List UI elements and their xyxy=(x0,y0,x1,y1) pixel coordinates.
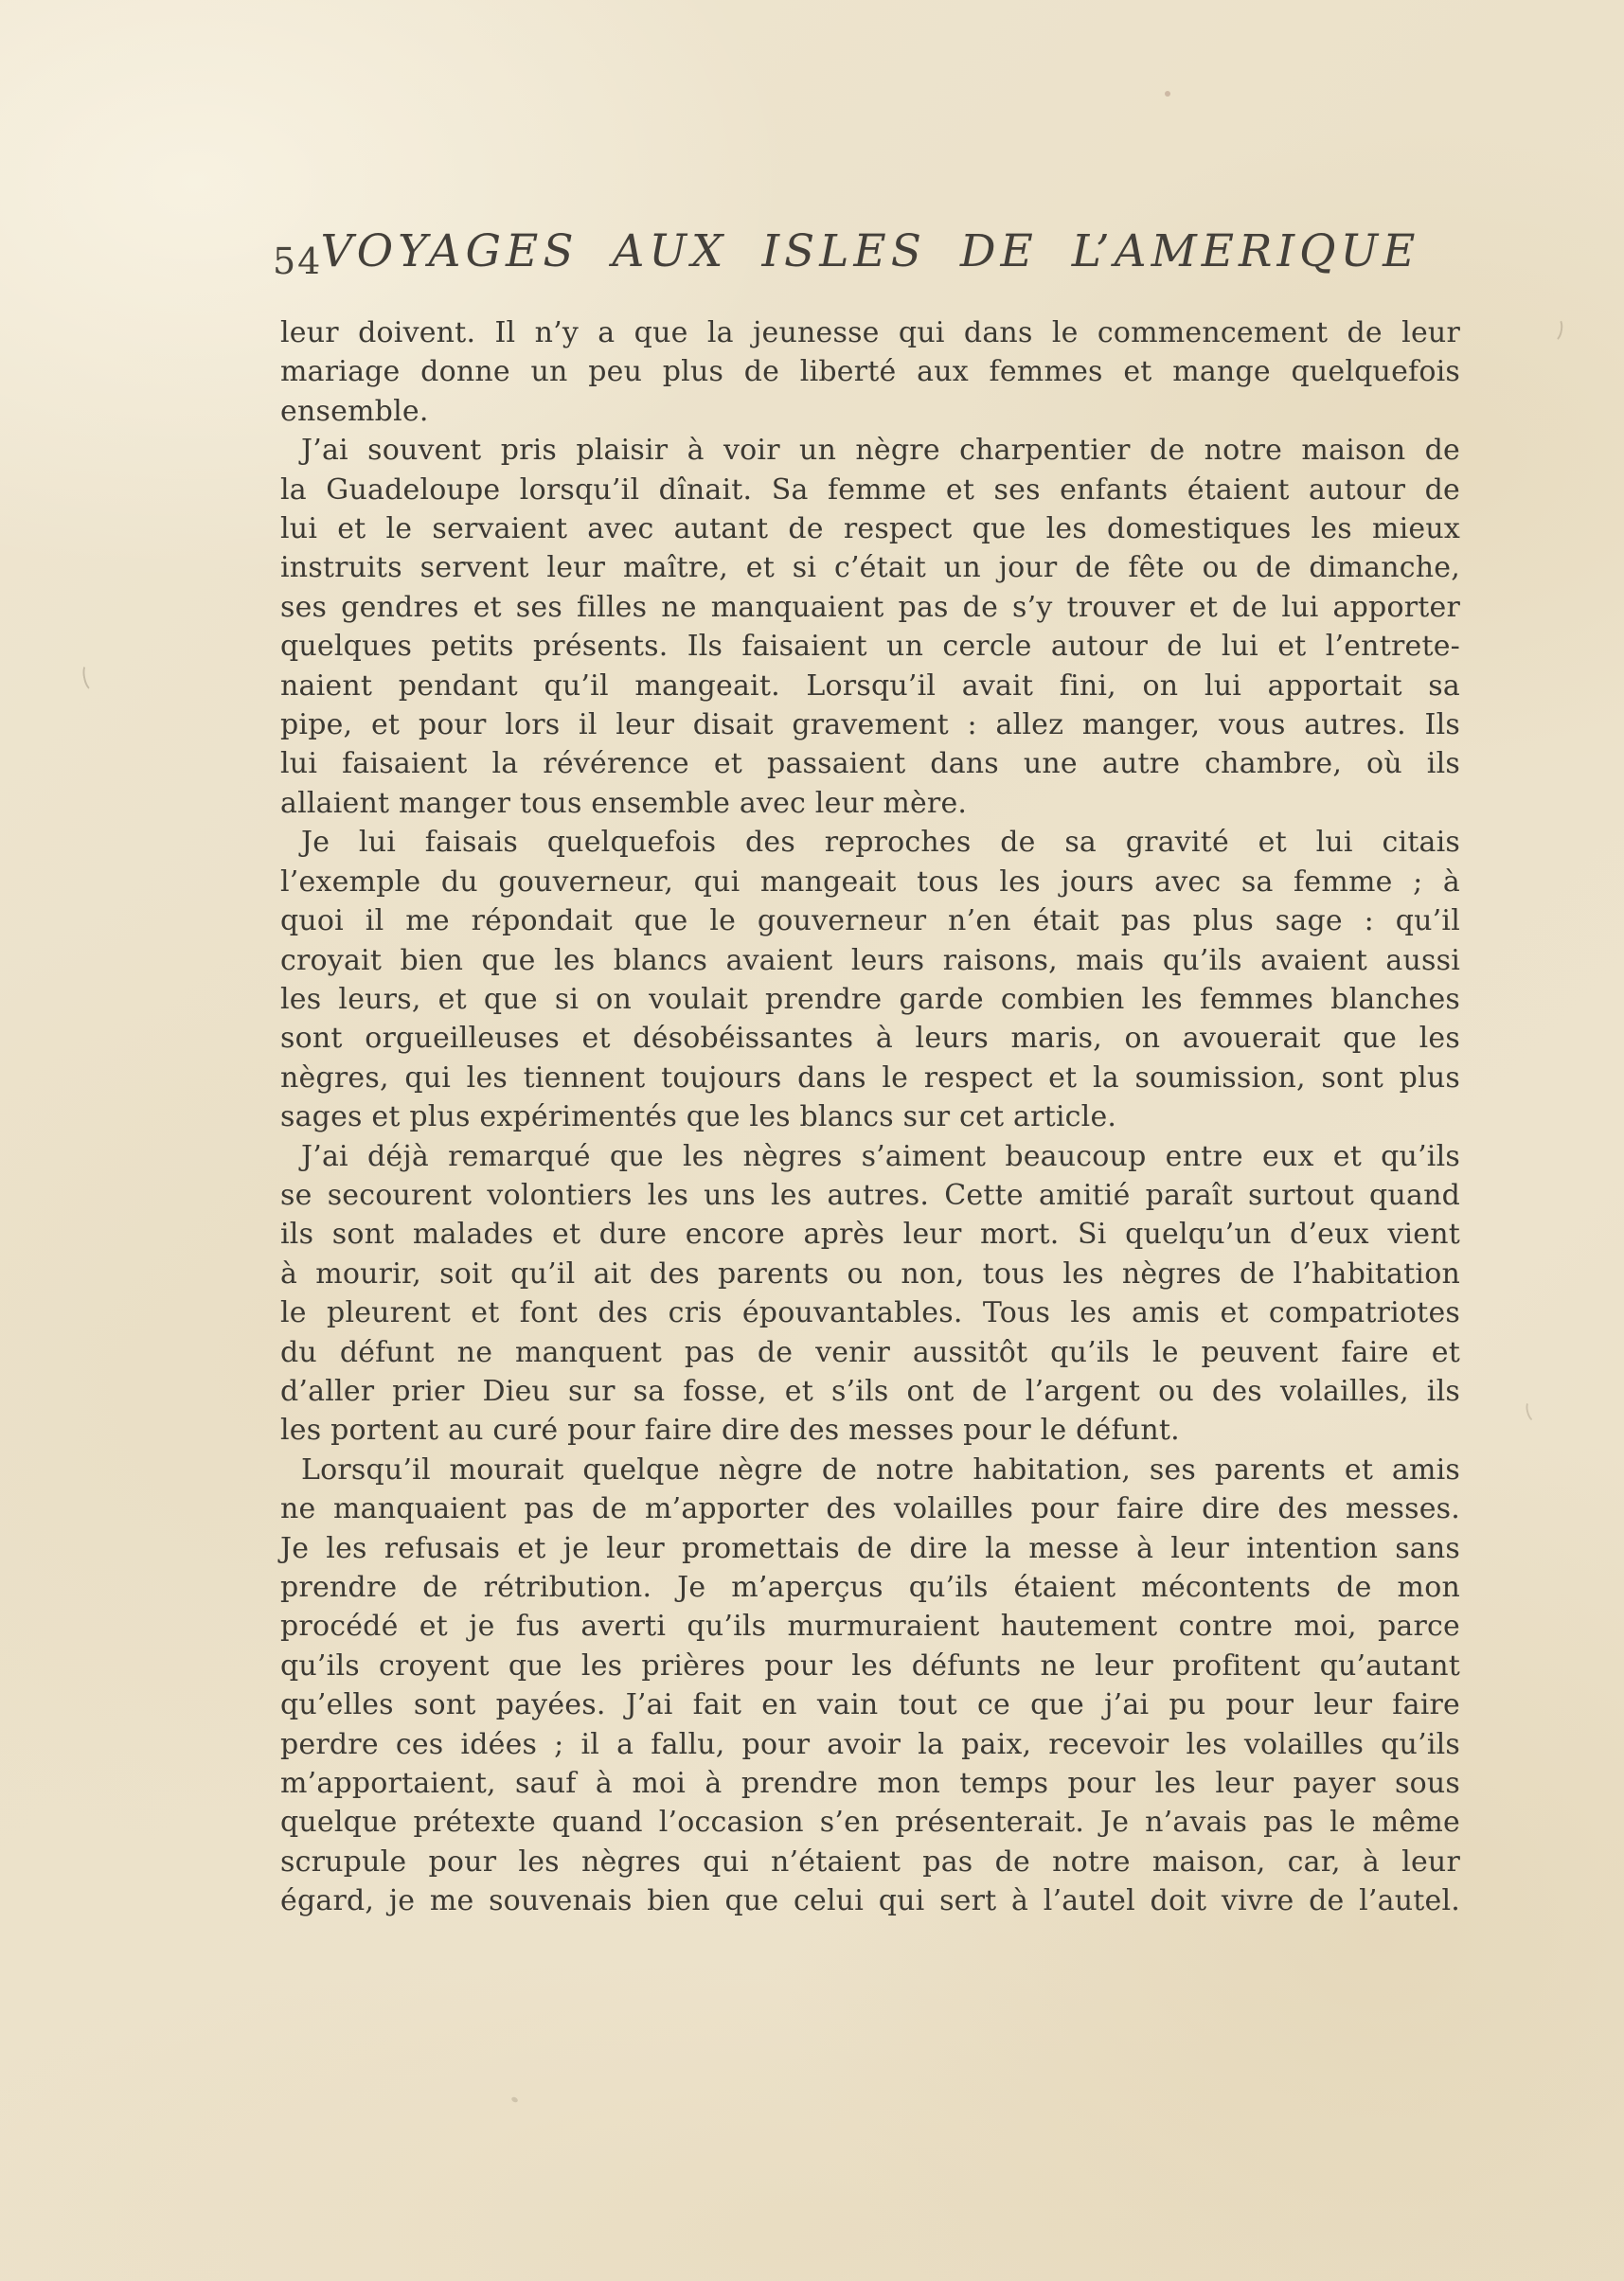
text-line: ne manquaient pas de m’apporter des volailles pour faire dire des messes. xyxy=(280,1492,1460,1526)
text-line: lui faisaient la révérence et passaient dans une autre chambre, où ils xyxy=(280,747,1460,781)
text-line: prendre de rétribution. Je m’aperçus qu’ils étaient mécontents de mon xyxy=(280,1571,1460,1604)
paragraph xyxy=(280,1137,1460,1451)
text-line: qu’ils croyent que les prières pour les défunts ne leur profitent qu’autant xyxy=(280,1648,1460,1683)
text-line: l’exemple du gouverneur, qui mangeait tous les jours avec sa femme ; à xyxy=(280,864,1460,899)
text-line: ses gendres et ses filles ne manquaient pas de s’y trouver et de lui apporter xyxy=(280,590,1460,624)
scan-artifact xyxy=(1524,1399,1542,1424)
text-line: se secourent volontiers les uns les autres. Cette amitié paraît surtout quand xyxy=(280,1178,1460,1212)
paragraph xyxy=(280,1451,1460,1921)
text-line: ensemble. xyxy=(280,394,429,428)
text-line: croyait bien que les blancs avaient leurs raisons, mais qu’ils avaient aussi xyxy=(280,943,1460,977)
text-line: sont orgueilleuses et désobéissantes à leurs maris, on avouerait que les xyxy=(280,1022,1460,1056)
text-line: à mourir, soit qu’il ait des parents ou non, tous les nègres de l’habitation xyxy=(280,1256,1460,1291)
text-line: Lorsqu’il mourait quelque nègre de notre habitation, ses parents et amis xyxy=(301,1452,1460,1487)
text-line: mariage donne un peu plus de liberté aux femmes et mange quelquefois xyxy=(280,355,1460,389)
scan-artifact xyxy=(1165,91,1170,97)
page-number: 54 xyxy=(273,241,323,282)
text-line: les leurs, et que si on voulait prendre garde combien les femmes blanches xyxy=(280,982,1460,1016)
page-body xyxy=(280,313,1460,1921)
text-line: naient pendant qu’il mangeait. Lorsqu’il avait fini, on lui apportait sa xyxy=(280,668,1460,703)
text-line: quelques petits présents. Ils faisaient un cercle autour de lui et l’entrete- xyxy=(280,630,1460,664)
text-line: ils sont malades et dure encore après leur mort. Si quelqu’un d’eux vient xyxy=(280,1218,1460,1252)
text-line: scrupule pour les nègres qui n’étaient pas de notre maison, car, à leur xyxy=(280,1844,1460,1879)
text-line: procédé et je fus averti qu’ils murmuraient hautement contre moi, parce xyxy=(280,1610,1460,1644)
text-line: quoi il me répondait que le gouverneur n’en était pas plus sage : qu’il xyxy=(280,904,1460,938)
text-line: la Guadeloupe lorsqu’il dînait. Sa femme et ses enfants étaient autour de xyxy=(280,472,1460,507)
text-line: Je lui faisais quelquefois des reproches de sa gravité et lui citais xyxy=(301,826,1460,860)
text-line: J’ai déjà remarqué que les nègres s’aiment beaucoup entre eux et qu’ils xyxy=(301,1139,1460,1173)
text-line: m’apportaient, sauf à moi à prendre mon temps pour les leur payer sous xyxy=(280,1767,1460,1801)
text-line: lui et le servaient avec autant de respect que les domestiques les mieux xyxy=(280,512,1460,546)
text-line: sages et plus expérimentés que les blancs sur cet article. xyxy=(280,1100,1117,1134)
text-line: nègres, qui les tiennent toujours dans le respect et la soumission, sont plus xyxy=(280,1060,1460,1095)
text-line: du défunt ne manquent pas de venir aussitôt qu’ils le peuvent faire et xyxy=(280,1335,1460,1369)
scan-artifact xyxy=(1547,316,1564,343)
text-line: instruits servent leur maître, et si c’était un jour de fête ou de dimanche, xyxy=(280,551,1460,585)
paragraph xyxy=(280,823,1460,1136)
scan-artifact xyxy=(510,2096,519,2104)
text-line: quelque prétexte quand l’occasion s’en présenterait. Je n’avais pas le même xyxy=(280,1806,1460,1840)
text-line: égard, je me souvenais bien que celui qui sert à l’autel doit vivre de l’autel. xyxy=(280,1884,1460,1918)
text-line: Je les refusais et je leur promettais de dire la messe à leur intention sans xyxy=(280,1531,1460,1565)
text-line: les portent au curé pour faire dire des messes pour le défunt. xyxy=(280,1414,1180,1448)
text-line: allaient manger tous ensemble avec leur mère. xyxy=(280,786,968,820)
running-title: VOYAGES AUX ISLES DE L’AMERIQUE xyxy=(320,225,1420,277)
text-line: perdre ces idées ; il a fallu, pour avoir la paix, recevoir les volailles qu’ils xyxy=(280,1727,1460,1761)
text-line: d’aller prier Dieu sur sa fosse, et s’ils ont de l’argent ou des volailles, ils xyxy=(280,1374,1460,1408)
scan-artifact xyxy=(80,662,99,692)
text-line: leur doivent. Il n’y a que la jeunesse qui dans le commencement de leur xyxy=(280,316,1460,349)
page-header xyxy=(273,225,1460,284)
text-line: le pleurent et font des cris épouvantables. Tous les amis et compatriotes xyxy=(280,1296,1460,1330)
paragraph xyxy=(280,313,1460,431)
text-line: qu’elles sont payées. J’ai fait en vain tout ce que j’ai pu pour leur faire xyxy=(280,1688,1460,1722)
paragraph xyxy=(280,431,1460,823)
text-line: pipe, et pour lors il leur disait gravement : allez manger, vous autres. Ils xyxy=(280,708,1460,742)
text-line: J’ai souvent pris plaisir à voir un nègre charpentier de notre maison de xyxy=(301,434,1460,468)
